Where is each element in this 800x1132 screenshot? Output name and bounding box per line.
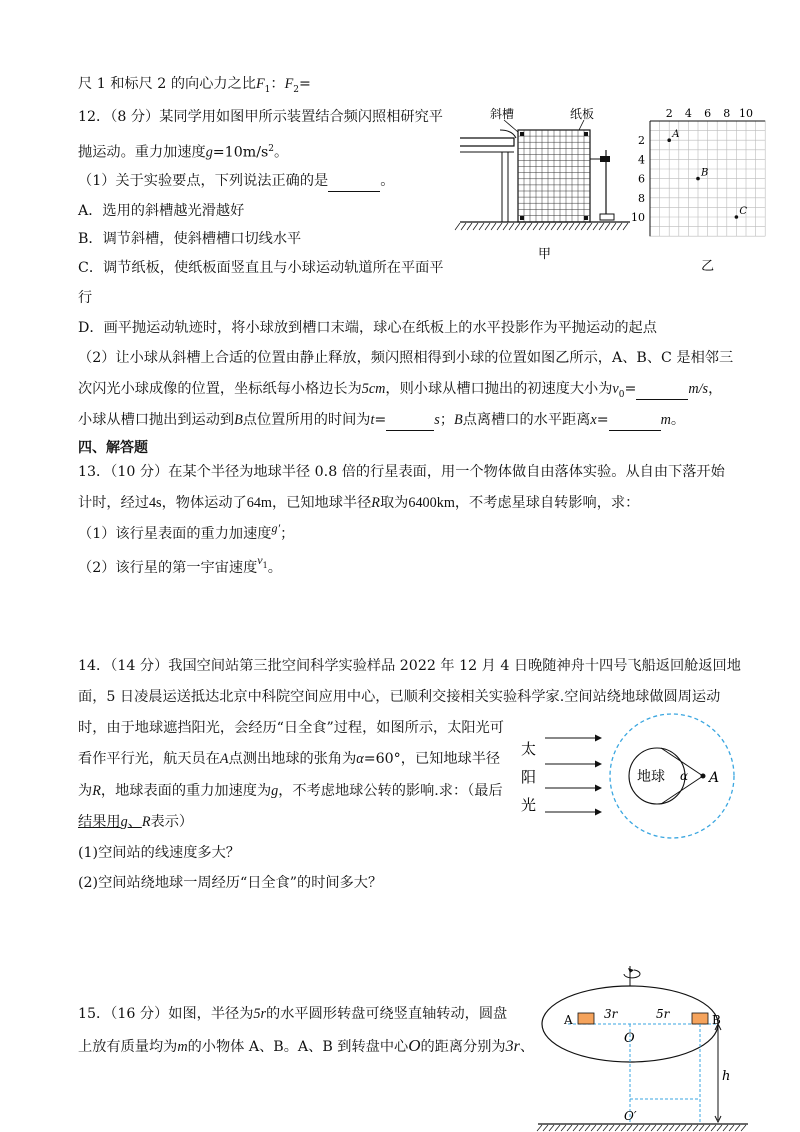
unit-m: m — [660, 412, 671, 428]
text: 小球从槽口抛出到运动到 — [78, 412, 235, 428]
apparatus-figure — [460, 100, 630, 265]
q14-line2: 面，5 日凌晨运送抵达北京中科院空间应用中心，已顺利交接相关实验科学家.空间站绕地球做圆周运动 — [78, 689, 721, 705]
g-symbol: g — [120, 814, 128, 830]
hatch-mark — [615, 1125, 620, 1131]
label-h: h — [722, 1069, 731, 1084]
option-b: B．调节斜槽，使斜槽槽口切线水平 — [78, 231, 302, 247]
point-b — [696, 177, 700, 181]
hatch-mark — [633, 1125, 638, 1131]
q14-sub1: (1)空间站的线速度多大？ — [78, 845, 240, 861]
text: 表示） — [150, 814, 194, 830]
ground-hatch — [455, 223, 628, 230]
stand-base — [600, 214, 614, 220]
period: 。 — [274, 144, 289, 161]
hatch-mark — [563, 223, 568, 230]
answer-blank-x[interactable] — [609, 410, 661, 431]
hatch-mark — [597, 1125, 602, 1131]
q11-tail — [78, 74, 311, 100]
hatch-mark — [687, 1125, 692, 1131]
q12-sub2-line2 — [78, 379, 722, 405]
g-value: =10m/s — [212, 144, 269, 161]
hatch-mark — [567, 1125, 572, 1131]
text: 点位置所用的时间为 — [242, 412, 371, 428]
y-tick-label: 6 — [638, 172, 645, 186]
text: 15．（16 分）如图，半径为 — [78, 1006, 254, 1022]
g-symbol: g — [271, 783, 279, 799]
point-a — [701, 774, 706, 779]
hatch-mark — [521, 223, 526, 230]
hatch-mark — [651, 1125, 656, 1131]
option-a: A．选用的斜槽越光滑越好 — [78, 203, 245, 219]
q14-line1: 14．（14 分）我国空间站第三批空间科学实验样品 2022 年 12 月 4 日晚随神舟十四号飞船返回舱返回地 — [78, 658, 741, 674]
label-o-prime: O′ — [624, 1109, 637, 1123]
f1-sub: 1 — [264, 84, 271, 95]
hatch-mark — [509, 223, 514, 230]
hatch-mark — [627, 1125, 632, 1131]
text: 结果用 — [78, 814, 121, 830]
board-clip — [584, 132, 588, 136]
hatch-mark — [503, 223, 508, 230]
v0-sub: 0 — [618, 389, 625, 400]
text: 计时，经过 — [78, 495, 149, 511]
q12-line1: 12．（8 分）某同学用如图甲所示装置结合频闪照相研究平 — [78, 109, 443, 125]
hatch-mark — [551, 223, 556, 230]
point-label-a: A — [672, 129, 680, 141]
table-leg — [502, 152, 508, 222]
hatch-mark — [539, 223, 544, 230]
text: 看作平行光，航天员在 — [78, 751, 220, 767]
hatch-mark — [723, 1125, 728, 1131]
unit-s: s — [434, 412, 440, 428]
eclipse-figure — [515, 716, 765, 844]
g-exp: 2 — [268, 144, 274, 154]
answer-blank-t[interactable] — [386, 410, 434, 431]
r-symbol: R — [371, 495, 380, 511]
hatch-mark — [515, 223, 520, 230]
rotation-arrowhead-icon — [628, 968, 634, 973]
section-heading: 四、解答题 — [78, 440, 148, 456]
chute-label: 斜槽 — [490, 107, 515, 121]
radius-5r: 5r — [253, 1006, 267, 1022]
text: =60°，已知地球半径 — [363, 751, 501, 767]
grid-size: 5cm — [361, 381, 386, 397]
hatch-mark — [609, 1125, 614, 1131]
chute-curve — [500, 130, 516, 138]
equals: = — [596, 412, 609, 428]
hatch-mark — [611, 223, 616, 230]
hatch-mark — [587, 223, 592, 230]
hatch-mark — [497, 223, 502, 230]
period: 。 — [380, 173, 395, 189]
text: ，地球表面的重力加速度为 — [100, 783, 272, 799]
hatch-mark — [569, 223, 574, 230]
text: 的小物体 A、B。A、B 到转盘中心 — [187, 1039, 409, 1055]
q12-sub1 — [78, 171, 394, 192]
o-symbol: O — [408, 1036, 421, 1055]
hatch-mark — [557, 223, 562, 230]
distance-3r: 3r — [505, 1038, 520, 1055]
hatch-mark — [699, 1125, 704, 1131]
hatch-mark — [549, 1125, 554, 1131]
f2-symbol: F — [284, 76, 294, 92]
x-tick-label: 8 — [723, 107, 731, 120]
t-symbol: t — [370, 412, 375, 428]
x-tick-label: 10 — [739, 107, 753, 120]
q12-text: 抛运动。重力加速度 — [78, 144, 206, 161]
floor-hatch — [537, 1125, 746, 1131]
alpha-symbol: α — [356, 751, 364, 767]
hatch-mark — [467, 223, 472, 230]
text: 点测出地球的张角为 — [228, 751, 357, 767]
comma: ， — [708, 381, 723, 397]
x-symbol: x — [590, 412, 597, 428]
hatch-mark — [605, 223, 610, 230]
hatch-mark — [485, 223, 490, 230]
hatch-mark — [599, 223, 604, 230]
text: 点离槽口的水平距离 — [462, 412, 591, 428]
label-b: B — [712, 1013, 721, 1027]
q13-sub2 — [78, 553, 282, 584]
q15-line1 — [78, 1004, 507, 1024]
q14-line4 — [78, 749, 500, 769]
text: 为 — [78, 783, 93, 799]
text: ，已知地球半径 — [271, 495, 372, 511]
unit-ms: m/s — [688, 381, 709, 397]
hatch-mark — [527, 223, 532, 230]
hatch-mark — [543, 1125, 548, 1131]
q12-line2 — [78, 139, 288, 163]
hatch-mark — [741, 1125, 746, 1131]
text: 上放有质量均为 — [78, 1039, 178, 1055]
hatch-mark — [603, 1125, 608, 1131]
x-tick-label: 6 — [704, 107, 712, 120]
chute-track — [460, 138, 514, 146]
caption-jia: 甲 — [538, 247, 552, 262]
text: 取为 — [379, 495, 409, 511]
hatch-mark — [585, 1125, 590, 1131]
b-symbol: B — [234, 412, 243, 428]
q14-line6 — [78, 812, 193, 832]
q15-line2 — [78, 1036, 534, 1057]
turntable-figure — [538, 966, 748, 1132]
hatch-mark — [639, 1125, 644, 1131]
earth-label: 地球 — [637, 769, 665, 785]
time-value: 4s — [148, 495, 162, 511]
hatch-mark — [621, 1125, 626, 1131]
x-tick-label: 4 — [684, 107, 692, 120]
equals: = — [624, 381, 637, 397]
text: 的距离分别为 — [420, 1039, 506, 1055]
hatch-mark — [533, 223, 538, 230]
y-tick-label: 8 — [638, 191, 645, 205]
a-symbol: A — [219, 751, 229, 767]
block-b — [692, 1013, 708, 1024]
x-tick-label: 2 — [665, 107, 673, 120]
hatch-mark — [537, 1125, 542, 1131]
b-symbol: B — [454, 412, 463, 428]
y-tick-label: 10 — [631, 211, 645, 224]
hatch-mark — [735, 1125, 740, 1131]
q12-sub2: （2）让小球从斜槽上合适的位置由静止释放，频闪照相得到小球的位置如图乙所示，A、B、C 是相邻三 — [78, 350, 734, 366]
board-clip — [520, 132, 524, 136]
hatch-mark — [693, 1125, 698, 1131]
board-clip — [584, 216, 588, 220]
hatch-mark — [711, 1125, 716, 1131]
hatch-mark — [593, 223, 598, 230]
g-prime-symbol: g′ — [271, 521, 281, 535]
radius-value: 6400km — [408, 495, 455, 511]
hatch-mark — [705, 1125, 710, 1131]
hatch-mark — [575, 223, 580, 230]
text: 的水平圆形转盘可绕竖直轴转动，圆盘 — [266, 1006, 508, 1022]
sun-label-1: 太 — [521, 740, 537, 758]
hatch-mark — [729, 1125, 734, 1131]
y-tick-label: 2 — [638, 134, 645, 148]
hatch-mark — [473, 223, 478, 230]
r-symbol: R — [141, 814, 151, 830]
v1-symbol: v — [257, 553, 263, 567]
sunlight-arrows — [545, 738, 601, 812]
hatch-mark — [591, 1125, 596, 1131]
block-a — [578, 1013, 594, 1024]
caption-yi: 乙 — [701, 259, 715, 275]
label-o: O — [624, 1031, 635, 1046]
ratio-colon: ： — [270, 76, 285, 92]
sun-label-3: 光 — [521, 796, 537, 814]
equals: = — [374, 412, 387, 428]
semicolon: ； — [439, 412, 455, 428]
point-c — [735, 215, 739, 219]
hatch-mark — [461, 223, 466, 230]
hatch-mark — [455, 223, 460, 230]
hatch-mark — [717, 1125, 722, 1131]
label-5r: 5r — [656, 1007, 670, 1021]
period: 。 — [267, 560, 282, 576]
board-clip — [520, 216, 524, 220]
q14-line3: 时，由于地球遮挡阳光，会经历“日全食”过程，如图所示，太阳光可 — [78, 720, 504, 736]
a-label: A — [709, 770, 720, 786]
hatch-mark — [657, 1125, 662, 1131]
q13-line1: 13．（10 分）在某个半径为地球半径 0.8 倍的行星表面，用一个物体做自由落体实验。从自由下落开始 — [78, 464, 725, 480]
text: （1）该行星表面的重力加速度 — [78, 526, 272, 542]
f1-symbol: F — [255, 76, 265, 92]
g-symbol: g — [205, 144, 213, 161]
hatch-mark — [675, 1125, 680, 1131]
equals: = — [298, 76, 311, 92]
point-label-c: C — [739, 206, 748, 217]
text: 次闪光小球成像的位置，坐标纸每小格边长为 — [78, 381, 362, 397]
period: 。 — [670, 412, 686, 428]
hatch-mark — [479, 223, 484, 230]
text: ，不考虑地球公转的影响.求：（最后 — [278, 783, 503, 799]
option-d: D．画平抛运动轨迹时，将小球放到槽口末端，球心在纸板上的水平投影作为平抛运动的起点 — [78, 320, 657, 336]
f2-sub: 2 — [293, 84, 299, 95]
y-tick-label: 4 — [638, 153, 645, 167]
text: ，则小球从槽口抛出的初速度大小为 — [385, 381, 613, 397]
hatch-mark — [579, 1125, 584, 1131]
hatch-mark — [581, 223, 586, 230]
text: ，物体运动了 — [161, 495, 247, 511]
text: 、 — [127, 814, 142, 830]
label-a: A — [564, 1013, 573, 1027]
option-c: C．调节纸板，使纸板面竖直且与小球运动轨道所在平面平 — [78, 260, 444, 276]
hatch-mark — [573, 1125, 578, 1131]
answer-blank-v0[interactable] — [636, 379, 688, 400]
q11-text: 尺 1 和标尺 2 的向心力之比 — [78, 76, 256, 92]
text: ，不考虑星球自转影响，求： — [454, 495, 640, 511]
hatch-mark — [491, 223, 496, 230]
q13-sub1 — [78, 521, 295, 544]
semicolon: ； — [280, 526, 295, 542]
hatch-mark — [645, 1125, 650, 1131]
sun-label-2: 阳 — [521, 768, 537, 786]
v1-sub: 1 — [262, 560, 268, 570]
v0-symbol: v — [612, 381, 619, 397]
hatch-mark — [663, 1125, 668, 1131]
distance-value: 64m — [246, 495, 272, 511]
label-3r: 3r — [604, 1007, 618, 1021]
q14-sub2: (2)空间站绕地球一周经历“日全食”的时间多大？ — [78, 875, 383, 891]
q13-line2 — [78, 493, 639, 513]
board-label: 纸板 — [570, 107, 595, 121]
hatch-mark — [617, 223, 622, 230]
text: （2）该行星的第一宇宙速度 — [78, 560, 258, 576]
r-symbol: R — [92, 783, 101, 799]
hatch-mark — [545, 223, 550, 230]
trajectory-grid-figure — [628, 106, 768, 275]
hatch-mark — [561, 1125, 566, 1131]
hatch-mark — [681, 1125, 686, 1131]
hatch-mark — [669, 1125, 674, 1131]
text: 、 — [519, 1039, 535, 1055]
point-a — [667, 138, 671, 142]
option-c-cont: 行 — [78, 290, 93, 306]
hatch-mark — [555, 1125, 560, 1131]
alpha-label: α — [680, 769, 689, 783]
q12-sub2-line3 — [78, 410, 685, 431]
point-label-b: B — [701, 167, 709, 179]
m-symbol: m — [177, 1039, 188, 1055]
q14-line5 — [78, 781, 503, 801]
q12-sub1-text: （1）关于实验要点，下列说法正确的是 — [78, 173, 329, 189]
answer-blank-1[interactable] — [328, 171, 380, 192]
